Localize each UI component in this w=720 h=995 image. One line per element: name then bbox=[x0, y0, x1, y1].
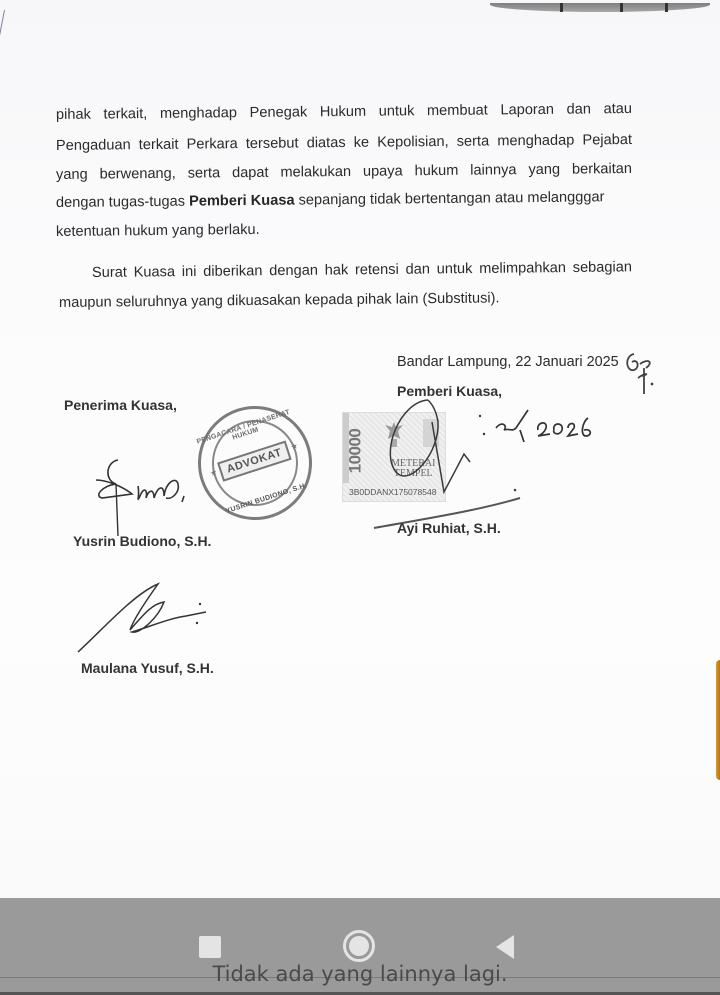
giver-label: Pemberi Kuasa, bbox=[397, 383, 503, 399]
paragraph-2-line-1: Surat Kuasa ini diberikan dengan hak retensi dan untuk melimpahkan sebagian bbox=[91, 259, 633, 281]
paragraph-1-line-2: Pengaduan terkait Perkara tersebut diatas ke Kepolisian, serta menghadap Pejabat bbox=[55, 131, 633, 154]
paragraph-2-line-2: maupun seluruhnya yang dikuasakan kepada pihak lain (Substitusi). bbox=[58, 290, 500, 311]
meterai-title-line-2: TEMPEL bbox=[393, 468, 433, 479]
paper-right-edge bbox=[716, 660, 720, 780]
handwritten-date-correction bbox=[620, 344, 670, 404]
text-segment: sepanjang tidak bertentangan atau melangggar bbox=[294, 189, 605, 209]
square-recent-apps-icon[interactable] bbox=[199, 936, 221, 958]
stamp-top-text: PENGACARA / PENASEHAT HUKUM bbox=[195, 408, 291, 446]
text-segment: dengan tugas-tugas bbox=[55, 193, 190, 211]
giver-name: Ayi Ruhiat, S.H. bbox=[397, 520, 501, 536]
meterai-serial: 3B0DDANX175078548 bbox=[349, 487, 437, 497]
star-icon: ★ bbox=[289, 441, 300, 452]
paper-fold-line bbox=[0, 10, 5, 177]
stamp-center-band: ADVOKAT bbox=[217, 440, 292, 481]
triangle-back-icon[interactable] bbox=[496, 935, 514, 959]
meterai-title-line-1: METERAI bbox=[391, 458, 436, 469]
handwritten-note bbox=[476, 408, 606, 454]
paper-top-edge-shadow bbox=[490, 3, 710, 12]
circle-home-icon[interactable] bbox=[343, 930, 375, 962]
place-date: Bandar Lampung, 22 Januari 2025 bbox=[397, 354, 619, 370]
receiver-2-name: Maulana Yusuf, S.H. bbox=[81, 660, 214, 676]
receiver-label: Penerima Kuasa, bbox=[64, 397, 177, 413]
receiver-2-signature bbox=[74, 578, 214, 658]
meterai-value: 10000 bbox=[345, 428, 365, 474]
paragraph-1-line-4 bbox=[56, 189, 636, 211]
stamp-bottom-text: YUSRIN BUDIONO, S.H. bbox=[225, 482, 309, 516]
paragraph-1-line-5: ketentuan hukum yang berlaku. bbox=[55, 221, 260, 240]
receiver-1-name: Yusrin Budiono, S.H. bbox=[73, 533, 212, 549]
bold-pemberi-kuasa: Pemberi Kuasa bbox=[188, 192, 295, 210]
paragraph-1-line-3: yang berwenang, serta dapat melakukan upaya hukum lainnya yang berkaitan bbox=[55, 160, 633, 183]
toast-message: Tidak ada yang lainnya lagi. bbox=[212, 962, 508, 986]
star-icon: ★ bbox=[208, 467, 219, 479]
paragraph-1-line-1: pihak terkait, menghadap Penegak Hukum untuk membuat Laporan dan atau bbox=[55, 100, 633, 123]
